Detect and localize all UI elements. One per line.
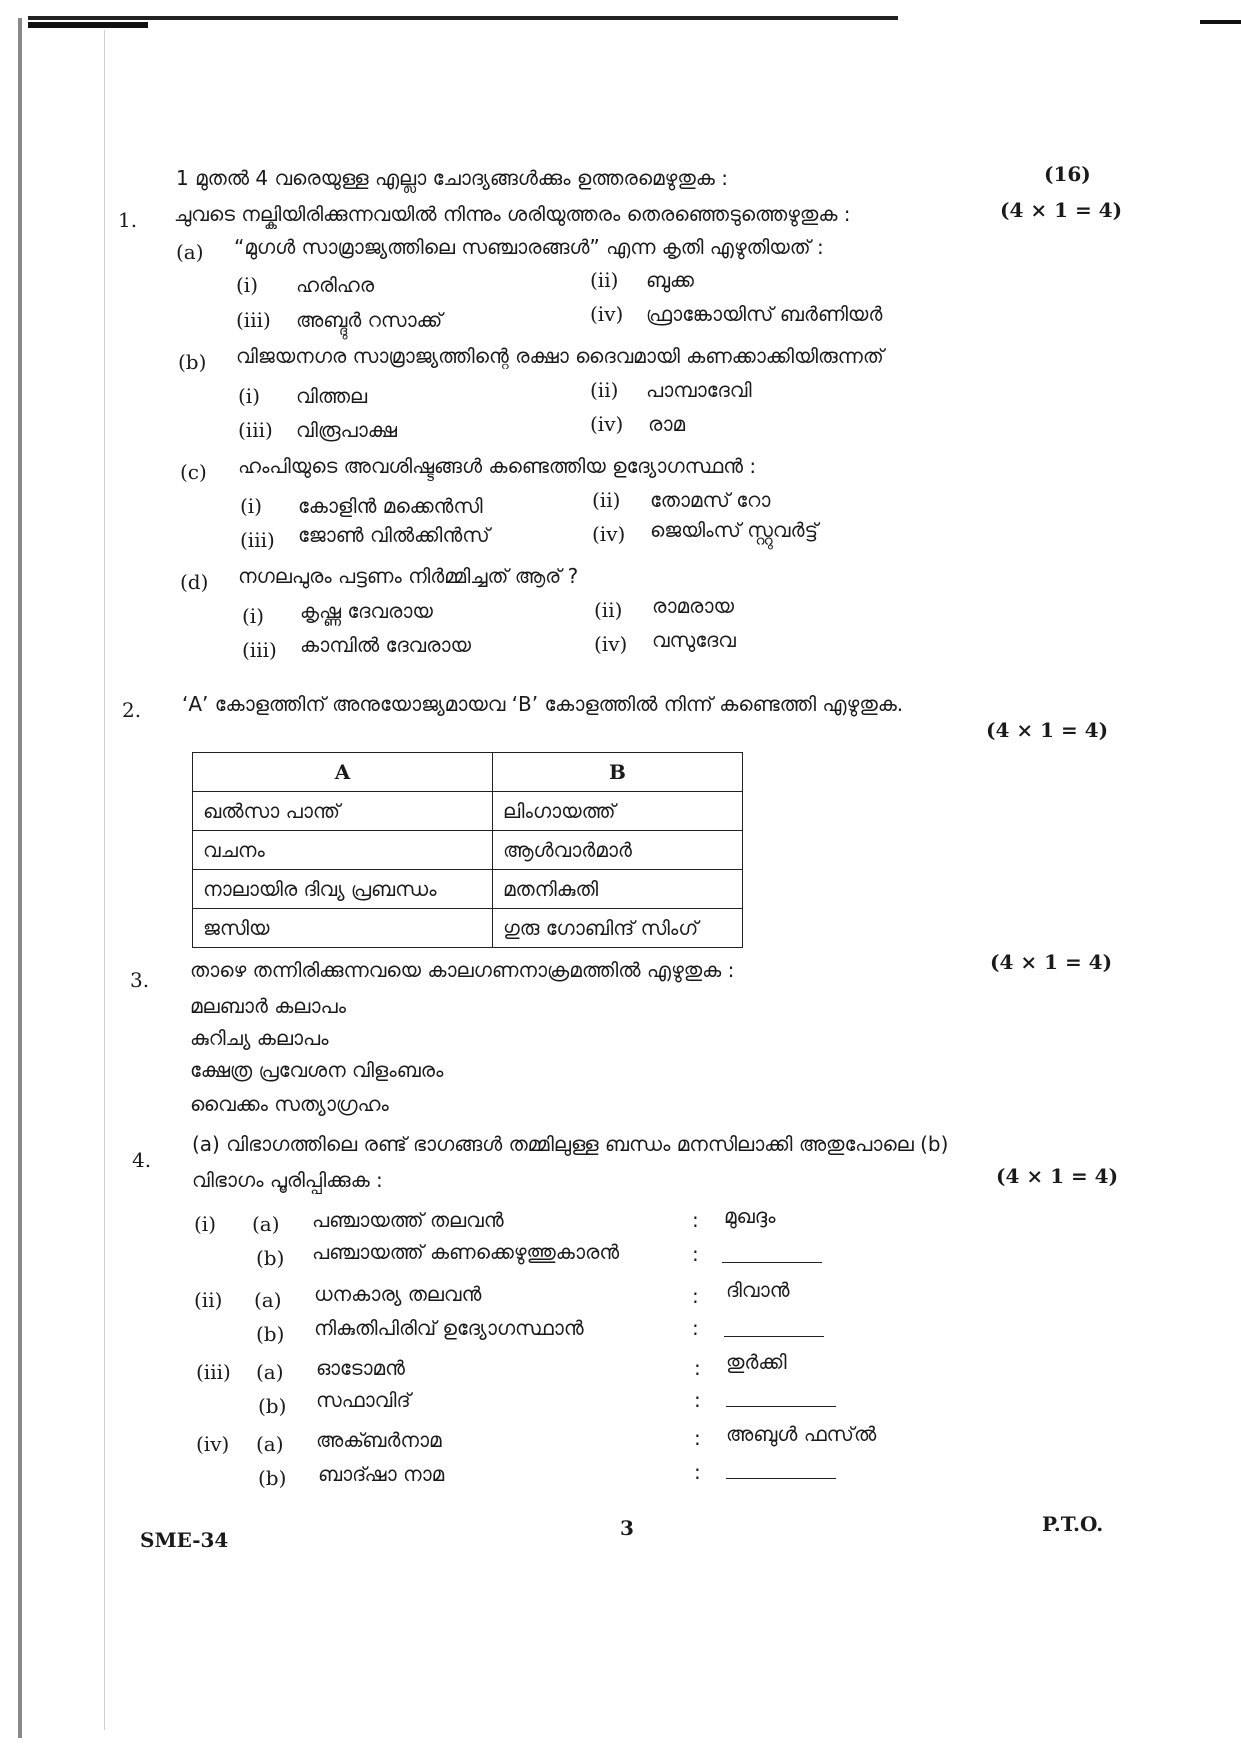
answer-blank[interactable]	[724, 1336, 824, 1337]
q1b-label: (b)	[178, 350, 207, 374]
column-b-header: B	[493, 753, 743, 792]
q1a-opt-ii-num: (ii)	[590, 268, 619, 292]
q4-set-iv-b-label: (b)	[258, 1466, 287, 1490]
q4-colon: :	[694, 1356, 701, 1380]
page-number: 3	[620, 1516, 634, 1540]
q4-colon: :	[692, 1242, 699, 1266]
q1c-label: (c)	[180, 460, 207, 484]
q1c-opt-ii-num: (ii)	[592, 488, 621, 512]
q4-set-i-b-label: (b)	[256, 1246, 285, 1270]
q4-colon: :	[694, 1460, 701, 1484]
q3-number: 3.	[130, 968, 150, 992]
q4-set-iv-a: അക്ബർനാമ	[316, 1428, 442, 1452]
q1c-opt-iv-num: (iv)	[592, 522, 626, 546]
q4-set-ii-a: ധനകാര്യ തലവൻ	[314, 1282, 482, 1306]
q4-set-iii-a-answer: തുർക്കി	[726, 1350, 787, 1374]
q3-item: വൈക്കം സത്യാഗ്രഹം	[190, 1092, 389, 1116]
q3-marks: (4 × 1 = 4)	[990, 950, 1113, 974]
instruction: 1 മുതൽ 4 വരെയുള്ള എല്ലാ ചോദ്യങ്ങൾക്കും ഉത്തരമെഴുതുക :	[176, 166, 728, 190]
scan-border-mark	[28, 22, 148, 28]
q4-set-i-a-answer: മുഖദ്ദം	[724, 1204, 776, 1228]
q4-set-iii-num: (iii)	[196, 1360, 231, 1384]
q1c-opt-i: കോളിൻ മക്കെൻസി	[298, 494, 483, 518]
q1c-opt-ii: തോമസ് റോ	[650, 488, 771, 512]
q1b-opt-iv-num: (iv)	[590, 412, 624, 436]
q4-colon: :	[694, 1426, 701, 1450]
table-row	[193, 792, 743, 831]
q1d-opt-iii: കാമ്പിൽ ദേവരായ	[300, 633, 471, 657]
table-row	[193, 831, 743, 870]
column-a-header: A	[193, 753, 493, 792]
q3-item: കുറിച്യ കലാപം	[190, 1026, 329, 1050]
table-cell: മതനികുതി	[493, 870, 743, 909]
q4-set-iv-b: ബാദ്ഷാ നാമ	[318, 1462, 445, 1486]
table-cell: ലിംഗായത്ത്	[493, 792, 743, 831]
q1a-opt-iii-num: (iii)	[236, 308, 271, 332]
table-cell: ജസിയ	[193, 909, 493, 948]
q1a-opt-iv: ഫ്രാങ്കോയിസ് ബർണിയർ	[646, 302, 883, 326]
q1d-opt-ii: രാമരായ	[652, 594, 734, 618]
q1a-opt-ii: ബുക്ക	[646, 268, 694, 292]
table-row	[193, 870, 743, 909]
q1b-opt-iii-num: (iii)	[238, 418, 273, 442]
margin-line	[104, 30, 105, 1730]
q4-set-iv-a-label: (a)	[256, 1432, 284, 1456]
table-row	[193, 909, 743, 948]
table-cell: ആൾവാർമാർ	[493, 831, 743, 870]
q4-set-ii-a-answer: ദിവാൻ	[726, 1278, 790, 1302]
q4-set-i-a: പഞ്ചായത്ത് തലവൻ	[312, 1208, 504, 1232]
q1b-opt-iii: വിരൂപാക്ഷ	[296, 418, 397, 442]
q1a-opt-iii: അബ്ദുർ റസാക്ക്	[296, 308, 443, 332]
q4-colon: :	[692, 1208, 699, 1232]
q4-set-iii-b-label: (b)	[258, 1394, 287, 1418]
q4-set-ii-num: (ii)	[194, 1288, 223, 1312]
q4-marks: (4 × 1 = 4)	[996, 1164, 1119, 1188]
table-cell: ഗുരു ഗോബിന്ദ് സിംഗ്	[493, 909, 743, 948]
table-cell: വചനം	[193, 831, 493, 870]
q1-number: 1.	[118, 208, 138, 232]
q4-colon: :	[692, 1284, 699, 1308]
scan-border-top	[28, 16, 898, 20]
q4-set-ii-b-label: (b)	[256, 1322, 285, 1346]
q4-set-i-b: പഞ്ചായത്ത് കണക്കെഴുത്തുകാരൻ	[312, 1240, 620, 1264]
q4-number: 4.	[132, 1148, 152, 1172]
answer-blank[interactable]	[726, 1406, 836, 1407]
q4-set-i-a-label: (a)	[252, 1212, 280, 1236]
q1b-opt-ii-num: (ii)	[590, 378, 619, 402]
pto-label: P.T.O.	[1042, 1512, 1104, 1536]
q1d-text: നഗലപുരം പട്ടണം നിർമ്മിച്ചത് ആര് ?	[238, 564, 579, 588]
q4-set-iii-a: ഓടോമൻ	[316, 1356, 405, 1380]
q1d-opt-iv-num: (iv)	[594, 632, 628, 656]
answer-blank[interactable]	[722, 1262, 822, 1263]
q2-text: ‘A’ കോളത്തിന് അനുയോജ്യമായവ ‘B’ കോളത്തിൽ നിന്ന് കണ്ടെത്തി എഴുതുക.	[182, 692, 904, 716]
q3-item: മലബാർ കലാപം	[190, 994, 346, 1018]
table-cell: ഖൽസാ പാന്ത്	[193, 792, 493, 831]
q1d-opt-iv: വസുദേവ	[652, 628, 736, 652]
q1-text: ചുവടെ നല്കിയിരിക്കുന്നവയിൽ നിന്നും ശരിയുത്തരം തെരഞ്ഞെടുത്തെഴുതുക :	[174, 202, 851, 226]
q4-colon: :	[692, 1316, 699, 1340]
q1b-opt-i-num: (i)	[238, 384, 261, 408]
q1d-opt-i-num: (i)	[242, 604, 265, 628]
q2-marks: (4 × 1 = 4)	[986, 718, 1109, 742]
q4-set-iii-b: സഫാവിദ്	[316, 1388, 411, 1412]
q1c-text: ഹംപിയുടെ അവശിഷ്ടങ്ങൾ കണ്ടെത്തിയ ഉദ്യോഗസ്ഥൻ :	[238, 454, 757, 478]
q4-set-iv-a-answer: അബുൾ ഫസ്ൽ	[726, 1422, 877, 1446]
instruction-marks: (16)	[1044, 162, 1091, 186]
q1a-opt-i-num: (i)	[236, 273, 259, 297]
q1b-opt-iv: രാമ	[648, 412, 685, 436]
q4-text-line1: (a) വിഭാഗത്തിലെ രണ്ട് ഭാഗങ്ങൾ തമ്മിലുള്ള ബന്ധം മനസിലാക്കി അതുപോലെ (b)	[192, 1132, 949, 1156]
q1d-label: (d)	[180, 570, 209, 594]
q1c-opt-i-num: (i)	[240, 494, 263, 518]
q4-set-iv-num: (iv)	[196, 1432, 230, 1456]
table-cell: നാലായിര ദിവ്യ പ്രബന്ധം	[193, 870, 493, 909]
q1d-opt-iii-num: (iii)	[242, 638, 277, 662]
q3-text: താഴെ തന്നിരിക്കുന്നവയെ കാലഗണനാക്രമത്തിൽ എഴുതുക :	[190, 958, 735, 982]
q4-colon: :	[694, 1388, 701, 1412]
q1b-text: വിജയനഗര സാമ്രാജ്യത്തിന്റെ രക്ഷാ ദൈവമായി കണക്കാക്കിയിരുന്നത്	[236, 344, 884, 368]
q1b-opt-i: വിത്തല	[296, 384, 368, 408]
table-header-row	[193, 753, 743, 792]
answer-blank[interactable]	[726, 1478, 836, 1479]
q3-item: ക്ഷേത്ര പ്രവേശന വിളംബരം	[190, 1058, 444, 1082]
q4-set-iii-a-label: (a)	[256, 1360, 284, 1384]
q4-text-line2: വിഭാഗം പൂരിപ്പിക്കുക :	[192, 1168, 383, 1192]
q4-set-i-num: (i)	[194, 1212, 217, 1236]
paper-code: SME-34	[140, 1528, 229, 1552]
q4-set-ii-a-label: (a)	[254, 1288, 282, 1312]
q1a-opt-i: ഹരിഹര	[296, 273, 375, 297]
q1c-opt-iv: ജെയിംസ് സ്റ്റുവർട്ട്	[650, 518, 818, 542]
scan-corner-mark	[1200, 20, 1241, 24]
q1c-opt-iii: ജോൺ വിൽക്കിൻസ്	[298, 523, 490, 547]
scan-border-left	[18, 18, 22, 1738]
q1a-label: (a)	[176, 240, 204, 264]
match-table	[192, 752, 743, 948]
q2-number: 2.	[122, 698, 142, 722]
q1a-opt-iv-num: (iv)	[590, 302, 624, 326]
q1d-opt-ii-num: (ii)	[594, 598, 623, 622]
q1c-opt-iii-num: (iii)	[240, 528, 275, 552]
q1-marks: (4 × 1 = 4)	[1000, 198, 1123, 222]
q1a-text: “മുഗൾ സാമ്രാജ്യത്തിലെ സഞ്ചാരങ്ങൾ” എന്ന കൃതി എഴുതിയത് :	[234, 235, 824, 259]
q4-set-ii-b: നികുതിപിരിവ് ഉദ്യോഗസ്ഥാൻ	[314, 1316, 584, 1340]
q1b-opt-ii: പാമ്പാദേവി	[646, 378, 752, 402]
q1d-opt-i: കൃഷ്ണ ദേവരായ	[300, 599, 433, 623]
